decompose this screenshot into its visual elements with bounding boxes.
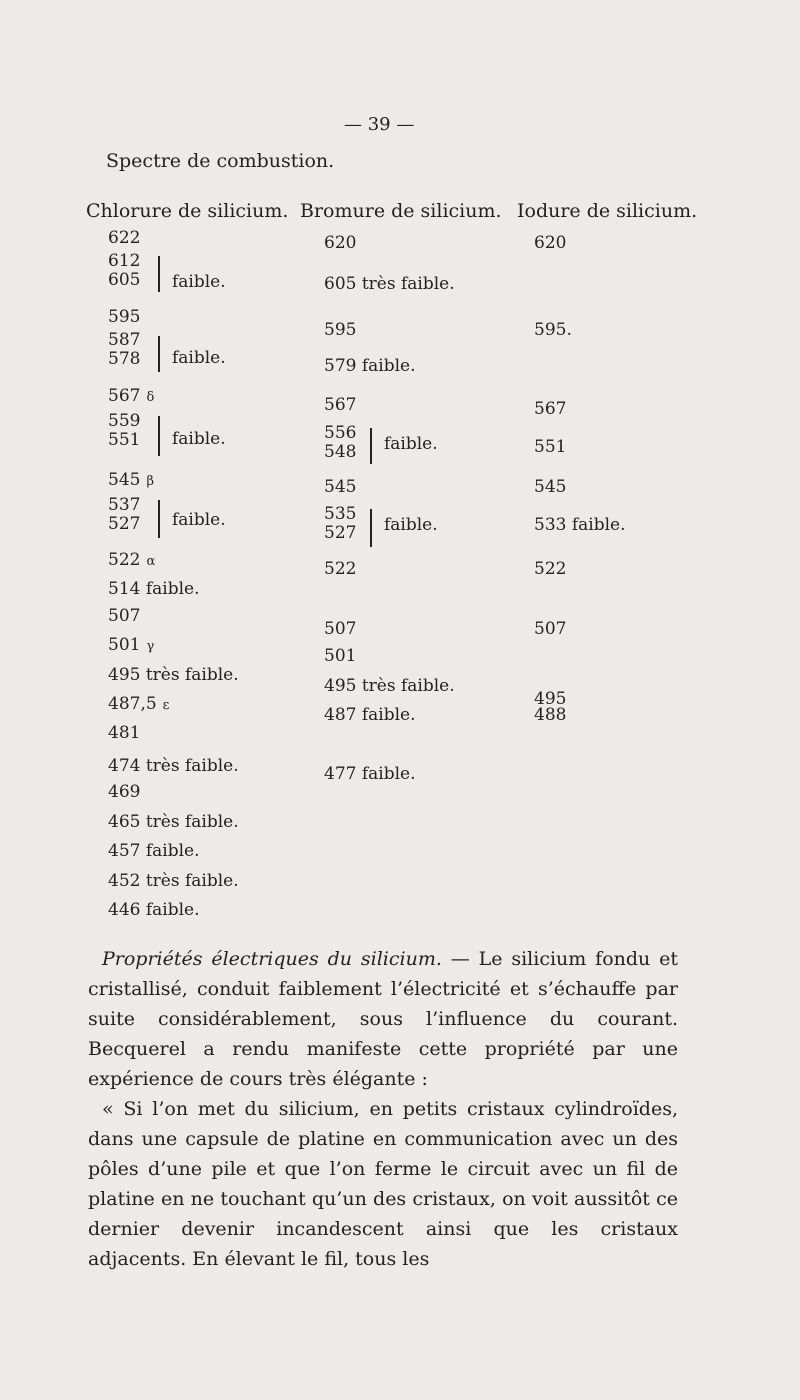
value: 605 très faible. [324,274,455,294]
value: 545 [324,477,357,497]
value: 474 très faible. [108,756,239,776]
body-text [88,944,678,1274]
bracket-bar [158,256,160,292]
note: faible. [172,429,226,449]
paragraph-1: Propriétés électriques du silicium. — Le silicium fondu et cristallisé, conduit faiblement l’électricité et s’échauffe par suite considérablement, sous l’influence du courant. Becquerel a rendu manifeste cette propriété par une expérience de cours très élégante : [88,948,679,1090]
value: 457 faible. [108,841,200,861]
page-number: — 39 — [344,114,415,135]
bracket-bar [370,509,372,547]
value-pair: 612 605 [108,251,141,290]
value: 595 [108,307,141,327]
value: 481 [108,723,141,743]
value: 567 [324,395,357,415]
bracket-bar [158,336,160,372]
paragraph-heading: Propriétés électriques du silicium. [102,948,442,970]
value: 507 [108,606,141,626]
note: faible. [172,272,226,292]
note: faible. [172,348,226,368]
value: 501 γ [108,635,155,655]
value: 620 [324,233,357,253]
value: 545 [534,477,567,497]
value: 522 α [108,550,156,570]
value-pair: 535 527 [324,504,357,543]
value: 446 faible. [108,900,200,920]
value: 514 faible. [108,579,200,599]
header-chlorure: Chlorure de silicium. [86,200,289,222]
value-pair: 537 527 [108,495,141,534]
value: 495 très faible. [108,665,239,685]
value: 620 [534,233,567,253]
value-pair: 556 548 [324,423,357,462]
value: 522 [534,559,567,579]
value: 487 faible. [324,705,416,725]
value: 495 [534,689,567,709]
note: faible. [172,510,226,530]
section-title: Spectre de combustion. [106,150,335,172]
note: faible. [384,515,438,535]
value: 507 [324,619,357,639]
value-pair: 559 551 [108,411,141,450]
value: 622 [108,228,141,248]
value: 477 faible. [324,764,416,784]
value: 545 β [108,470,154,490]
bracket-bar [370,428,372,464]
value: 579 faible. [324,356,416,376]
value-pair: 587 578 [108,330,141,369]
value: 465 très faible. [108,812,239,832]
value: 533 faible. [534,515,626,535]
value: 595 [324,320,357,340]
value: 487,5 ε [108,694,170,714]
value: 595. [534,320,572,340]
header-bromure: Bromure de silicium. [300,200,502,222]
bracket-bar [158,500,160,538]
paragraph-2: « Si l’on met du silicium, en petits cristaux cylindroïdes, dans une capsule de platine en communication avec un des pôles d’une pile et que l’on ferme le circuit avec un fil de platine en ne touchant qu’un des cristaux, on voit aussitôt ce dernier devenir incandescent ainsi que les cristaux adjacents. En élevant le fil, tous les [88,1098,678,1270]
header-iodure: Iodure de silicium. [517,200,698,222]
value: 551 [534,437,567,457]
value: 501 [324,646,357,666]
value: 567 [534,399,567,419]
bracket-bar [158,416,160,456]
value: 452 très faible. [108,871,239,891]
value: 507 [534,619,567,639]
value: 488 [534,705,567,725]
value: 469 [108,782,141,802]
value: 495 très faible. [324,676,455,696]
note: faible. [384,434,438,454]
value: 567 δ [108,386,155,406]
value: 522 [324,559,357,579]
